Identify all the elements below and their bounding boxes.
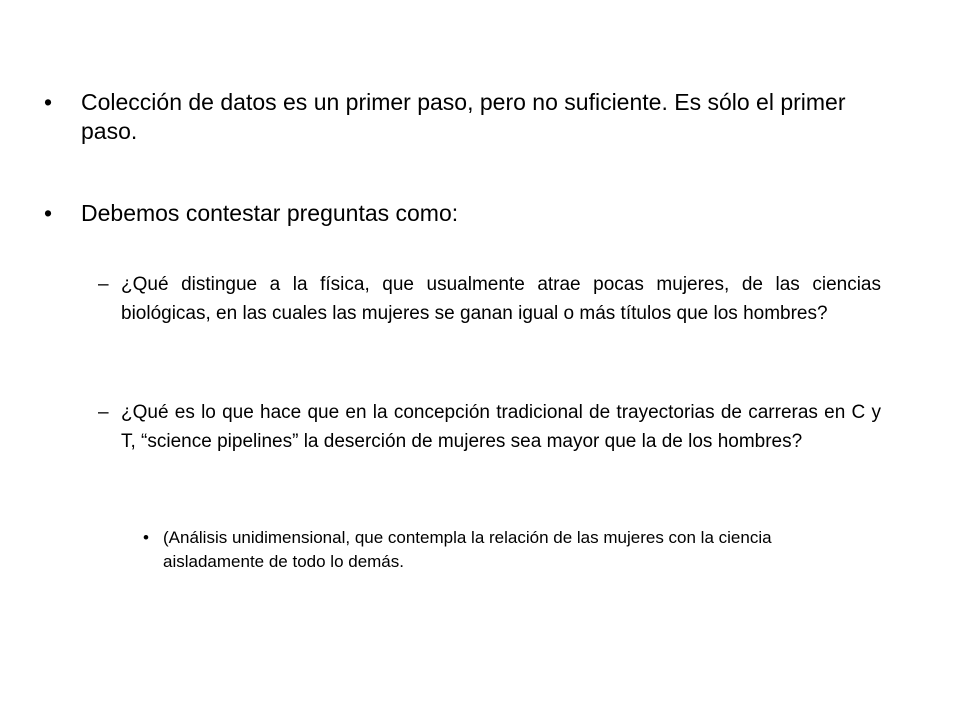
sub-item-text: ¿Qué distingue a la física, que usualmente atrae pocas mujeres, de las ciencias biológicas, en las cuales las mujeres se ganan igual o más títulos que los hombres? xyxy=(121,274,881,324)
sub-sub-item-text: (Análisis unidimensional, que contempla la relación de las mujeres con la ciencia aisladamente de todo lo demás. xyxy=(163,528,772,571)
bullet-marker: • xyxy=(143,528,149,547)
bullet-marker: • xyxy=(44,200,53,226)
bullet-text: Colección de datos es un primer paso, pero no suficiente. Es sólo el primer paso. xyxy=(81,89,846,144)
bullet-marker: • xyxy=(44,89,53,115)
sub-item xyxy=(98,270,881,328)
dash-marker: – xyxy=(98,274,109,295)
bullet-item xyxy=(44,199,881,228)
sub-item-text: ¿Qué es lo que hace que en la concepción tradicional de trayectorias de carreras en C y T, “science pipelines” la deserción de mujeres sea mayor que la de los hombres? xyxy=(121,402,881,452)
sub-sub-item xyxy=(143,526,863,574)
sub-item xyxy=(98,398,881,456)
bullet-text: Debemos contestar preguntas como: xyxy=(81,200,459,226)
bullet-item xyxy=(44,88,881,146)
dash-marker: – xyxy=(98,402,109,423)
